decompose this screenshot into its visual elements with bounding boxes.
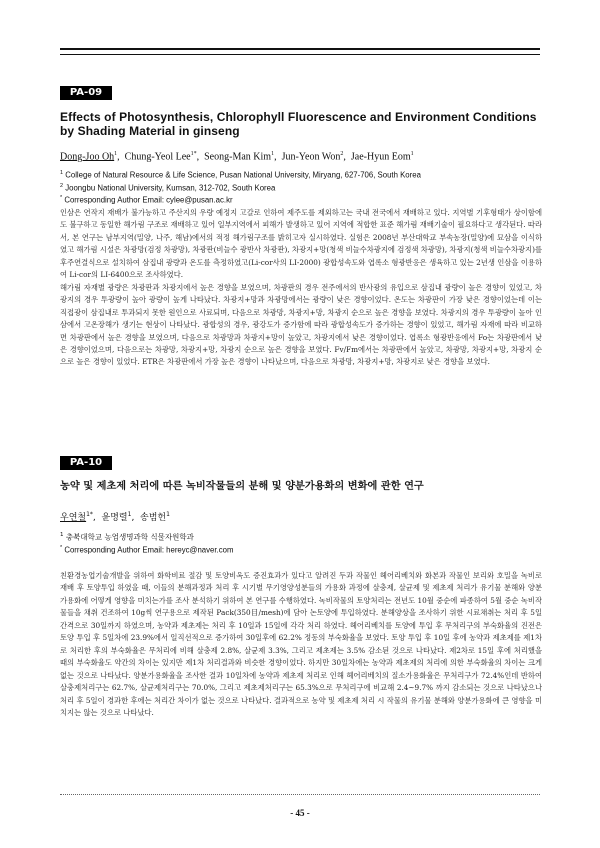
aff-sup: * bbox=[60, 195, 63, 202]
page-number: - 45 - bbox=[290, 808, 310, 818]
section1-paragraph-2: 해가림 자재별 광량은 차광판과 차광지에서 높은 경향을 보였으며, 차광판의 경우 전주에서의 반사광의 유입으로 삼집내 광량이 높은 경향이 있었고, 차광지의 경우 투광량이 높아 광량이 높게 나타났다. 차광지+망과 차광망에서는 광량이 낮은 경향이었다. 온도는 차광판이 가장 낮은 경향이었는데 이는 직접광이 삼집내로 투과되지 못한 원인으로 사료되며, 다음으로 차광망, 차광지+망, 차광지 순으로 높은 경향을 보였다. 차광지의 경우 투광량이 높아 인삼에서 고온장해가 생기는 현상이 나타났다. 광합성의 경우, 광강도가 증가함에 따라 광합성속도가 증가하는 경향이 있었고, 해가림 자재에 따라 비교하면 차광판에서 높은 경향을 보였으며, 다음으로 차광망과 차광지+망이 높았고, 차광지에서 낮은 경향이었다. 엽록소 형광반응에서 Fo는 차광판에서 낮은 경향이었으며, 다음으로는 차광망, 차광지+망, 차광지 순으로 높은 경향을 보였다. Fv/Fm에서는 차광판에서 높았고, 차광망, 차광지+망, 차광지 순으로 높은 경향이 있었다. ETR은 차광판에서 가장 높은 경향이 나타났으며, 다음으로 차광망, 차광지+망, 차광지로 낮은 경향을 보였다. bbox=[60, 282, 542, 367]
author-name: Jun-Yeon Won bbox=[281, 151, 341, 163]
section2-body bbox=[60, 570, 542, 719]
section1-affiliations bbox=[60, 168, 545, 206]
author-sup: 1 bbox=[166, 511, 170, 518]
author-name: Seong-Man Kim bbox=[204, 151, 272, 163]
section1-paragraph-1: 인삼은 연작지 재배가 불가능하고 주산지의 우량 예정지 고갈로 인하여 제주도를 제외하고는 국내 전국에서 재배하고 있다. 지역별 기후형태가 상이함에도 불구하고 동일한 해가림 구조로 재배하고 있어 일부지역에서 피해가 발생하고 있어 지역에 적합한 표준 해가림 재배기술이 필요하다고 생각된다. 따라서, 본 연구는 남부지역(밀양, 나주, 해남)에서의 적정 해가림구조를 밝히고자 실시하였다. 실험은 2008년 부산대학교 부속농장(밀양)에 묘삼을 이식하였고 해가림 시설은 차광망(검정 차광망), 차광판(비늘수 광반사 차광판), 차광지+망(청색 비늘수차광지에 검정색 차광망), 차광지(청색 비늘수차광지)를 후주연결식으로 설치하여 삼집내 광량과 온도를 측정하였고(Li-cor사의 LI-2000) 광합성속도와 엽록소 형광반응은 생육하고 있는 2년생 인삼을 이용하여 Li-cor의 LI-6400으로 조사하였다. bbox=[60, 208, 542, 280]
section-tag-pa10: PA-10 bbox=[60, 456, 112, 470]
author-sup: 1 bbox=[410, 151, 414, 157]
affiliation bbox=[60, 193, 545, 206]
author-name: 송범헌 bbox=[140, 513, 167, 523]
author-sup: 1 bbox=[114, 151, 118, 157]
aff-sup: 2 bbox=[60, 182, 64, 189]
section2-affiliations bbox=[60, 530, 545, 555]
section2-title: 농약 및 제초제 처리에 따른 녹비작물들의 분해 및 양분가용화의 변화에 관한 연구 bbox=[60, 481, 424, 492]
top-rule-thick bbox=[60, 48, 540, 50]
top-rule-thin bbox=[60, 54, 540, 55]
aff-text: Corresponding Author Email: cylee@pusan.ac.kr bbox=[64, 195, 233, 205]
affiliation bbox=[60, 543, 545, 556]
author-sup: 1 bbox=[271, 151, 275, 157]
section1-title-line-1: Effects of Photosynthesis, Chlorophyll Fluorescence and Environment Conditions bbox=[60, 110, 537, 124]
aff-text: Joongbu National University, Kumsan, 312-702, South Korea bbox=[65, 183, 276, 193]
author-sup: 1 bbox=[127, 511, 132, 518]
aff-sup: 1 bbox=[60, 170, 64, 176]
section1-title bbox=[60, 110, 545, 138]
aff-text: Corresponding Author Email: hereyc@naver.com bbox=[64, 545, 234, 555]
footer-rule bbox=[60, 794, 540, 795]
author-name: Chung-Yeol Lee bbox=[124, 151, 191, 163]
section1-body bbox=[60, 207, 542, 369]
author-name: 윤명렬 bbox=[101, 513, 128, 523]
section2-authors: 우연철$^{1*}$, 윤명렬$^1$, 송범헌$^1$ bbox=[60, 511, 170, 523]
author-sup: 1* bbox=[86, 511, 93, 518]
affiliation bbox=[60, 530, 545, 543]
author-sup: 1* bbox=[190, 151, 197, 157]
affiliation bbox=[60, 168, 545, 181]
affiliation bbox=[60, 181, 545, 194]
section-tag-pa09: PA-09 bbox=[60, 86, 112, 100]
author-sup: 2 bbox=[340, 151, 344, 157]
author-name: Dong-Joo Oh bbox=[60, 151, 115, 163]
aff-text: 충북대학교 농업생명과학 식물자원학과 bbox=[65, 532, 194, 542]
section2-paragraph-1: 친환경농업기술개발을 위하여 화학비료 절감 및 토양비옥도 증진효과가 있다고 알려진 두과 작물인 헤어리베치와 화본과 작물인 보리와 호밀을 녹비로 재배 후 토양투입 하였을 때, 이들의 분해과정과 처리 후 시기별 무기영양성분들의 가용화 과정에 살충제, 살균제 및 제초제 처리가 유기물 분해와 양분 가용화에 어떻게 영향을 미치는가를 조사 분석하기 위하여 본 연구를 수행하였다. 녹비작물의 토양처리는 전년도 10월 중순에 파종하여 5월 중순 녹비작물들을 채취 건조하여 10g씩 연구용으로 제작된 Pack(350目/mesh)에 담아 논토양에 투입하였다. 분해양상을 조사하기 위한 시료채취는 처리 후 5일 간격으로 30일까지 하였으며, 농약과 제초제는 처리 후 10일과 15일에 각각 처리 하였다. 헤어리베치를 토양에 투입 후 무처리구의 부숙화율의 진전은 토양 투입 후 5일차에 23.9%에서 일직선적으로 증가하여 30일후에 62.2% 정동의 부숙화율을 보였다. 토양 투입 후 10일 후에 농약과 제초제를 제1차로 처리한 후의 부숙화율은 무처리에 비해 살충제 2.8%, 살균제 3.3%, 그리고 제초제는 3.5% 감소된 것으로 나타났다. 제2차로 15일 후에 처리했을 때의 부숙화율도 약간의 차이는 있지만 제1차 처리결과와 비슷한 경향이었다. 하지만 30일차에는 농약과 제초제의 처리에 의한 부숙화율의 차이는 크게 없는 것으로 나타났다. 양분가용화율을 조사한 결과 10일차에 농약과 제초제 처리로 인해 헤어리베치의 질소가용화율은 무처리구가 72.4%인데 반하여 살충제처리구는 62.7%, 살균제처리구는 70.0%, 그리고 제초제처리구는 65.3%으로 무처리구에 비교해 2.4~9.7% 까지 감소되는 것으로 나타났으나 처리 후 5일이 경과한 후에는 처리간 차이가 없는 것으로 나타났다. 결과적으로 농약 및 제초제 처리 시 작물의 유기물 분해와 양분가용화에 큰 영향을 미치지는 않는 것으로 나타났다. bbox=[60, 571, 542, 717]
aff-sup: 1 bbox=[60, 532, 64, 538]
author-name: 우연철 bbox=[60, 513, 87, 523]
author-name: Jae-Hyun Eom bbox=[350, 151, 411, 163]
aff-sup: * bbox=[60, 544, 63, 551]
section1-title-line-2: by Shading Material in ginseng bbox=[60, 124, 240, 138]
aff-text: College of Natural Resource & Life Science, Pusan National University, Miryang, 627-706, South Korea bbox=[65, 170, 421, 180]
section1-authors: Dong-Joo Oh$^1$, Chung-Yeol Lee$^{1*}$, Seong-Man Kim$^1$, Jun-Yeon Won$^2$, Jae-Hyun Eom$^1$ bbox=[60, 151, 414, 163]
